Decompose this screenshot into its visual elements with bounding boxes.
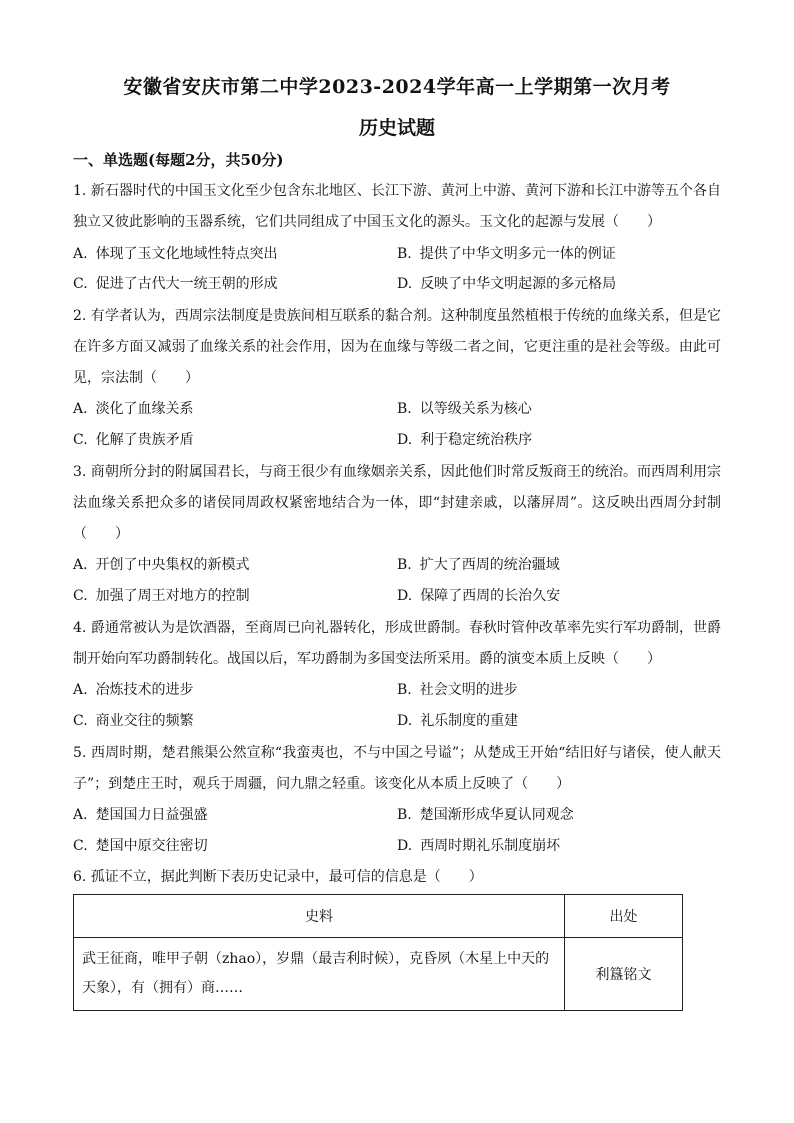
option-text: 礼乐制度的重建	[420, 713, 519, 729]
question-4-option-c[interactable]	[73, 711, 194, 731]
option-text: 社会文明的进步	[419, 682, 518, 698]
option-text: 西周时期礼乐制度崩坏	[420, 838, 561, 854]
question-4-option-a[interactable]	[73, 680, 194, 700]
table-cell-origin: 利簋铭文	[565, 938, 683, 1011]
option-letter: A.	[73, 807, 88, 823]
option-text: 利于稳定统治秩序	[420, 432, 533, 448]
option-text: 提供了中华文明多元一体的例证	[419, 246, 616, 262]
option-letter: D.	[397, 838, 413, 854]
option-text: 楚国国力日益强盛	[95, 807, 208, 823]
option-letter: D.	[397, 432, 413, 448]
option-letter: C.	[73, 432, 88, 448]
option-text: 扩大了西周的统治疆域	[419, 557, 560, 573]
option-letter: B.	[397, 807, 412, 823]
question-1-option-c[interactable]	[73, 274, 278, 294]
option-letter: C.	[73, 713, 88, 729]
question-3-text: 3. 商朝所分封的附属国君长，与商王很少有血缘姻亲关系，因此他们时常反叛商王的统治。而西周利用宗法血缘关系把众多的诸侯同周政权紧密地结合为一体，即“封建亲戚，以藩屏周”。这反映出西周分封制（ ）	[73, 464, 721, 542]
question-2-option-c[interactable]	[73, 430, 194, 450]
option-text: 冶炼技术的进步	[95, 682, 194, 698]
option-letter: C.	[73, 276, 88, 292]
question-2-option-d[interactable]	[397, 430, 532, 450]
option-letter: B.	[397, 682, 412, 698]
table-header-row	[74, 895, 683, 938]
option-text: 促进了古代大一统王朝的形成	[95, 276, 278, 292]
option-text: 反映了中华文明起源的多元格局	[420, 276, 617, 292]
question-1-option-d[interactable]	[397, 274, 616, 294]
option-text: 加强了周王对地方的控制	[95, 588, 250, 604]
question-5-option-b[interactable]	[397, 805, 574, 825]
question-3-option-c[interactable]	[73, 586, 250, 606]
question-4-option-b[interactable]	[397, 680, 518, 700]
option-letter: A.	[73, 682, 88, 698]
option-letter: B.	[397, 401, 412, 417]
question-5-option-a[interactable]	[73, 805, 208, 825]
option-text: 商业交往的频繁	[95, 713, 194, 729]
option-text: 淡化了血缘关系	[95, 401, 194, 417]
question-3-option-b[interactable]	[397, 555, 560, 575]
question-4-option-d[interactable]	[397, 711, 518, 731]
option-text: 楚国渐形成华夏认同观念	[419, 807, 574, 823]
table-header-origin: 出处	[565, 895, 683, 938]
option-letter: B.	[397, 246, 412, 262]
option-letter: D.	[397, 713, 413, 729]
option-text: 以等级关系为核心	[419, 401, 532, 417]
section-heading: 一、单选题(每题2分，共50分)	[73, 151, 284, 169]
question-2-text: 2. 有学者认为，西周宗法制度是贵族间相互联系的黏合剂。这种制度虽然植根于传统的血缘关系，但是它在许多方面又减弱了血缘关系的社会作用，因为在血缘与等级二者之间，它更注重的是社会等级。由此可见，宗法制（ ）	[73, 308, 721, 386]
exam-title: 安徽省安庆市第二中学2023-2024学年高一上学期第一次月考	[123, 76, 671, 98]
question-1-option-b[interactable]	[397, 244, 616, 264]
table-header-source: 史料	[74, 895, 565, 938]
question-2-option-a[interactable]	[73, 399, 194, 419]
question-1-text: 1. 新石器时代的中国玉文化至少包含东北地区、长江下游、黄河上中游、黄河下游和长江中游等五个各自独立又彼此影响的玉器系统，它们共同组成了中国玉文化的源头。玉文化的起源与发展（ ）	[73, 183, 721, 230]
table-row	[74, 938, 683, 1011]
question-3-option-d[interactable]	[397, 586, 560, 606]
question-5-option-d[interactable]	[397, 836, 560, 856]
option-text: 体现了玉文化地域性特点突出	[95, 246, 278, 262]
question-5-option-c[interactable]	[73, 836, 208, 856]
option-text: 化解了贵族矛盾	[95, 432, 194, 448]
exam-subject: 历史试题	[358, 117, 435, 139]
source-table	[73, 894, 683, 1011]
question-3-option-a[interactable]	[73, 555, 250, 575]
option-letter: D.	[397, 276, 413, 292]
question-4-text: 4. 爵通常被认为是饮酒器，至商周已向礼器转化，形成世爵制。春秋时管仲改革率先实行军功爵制，世爵制开始向军功爵制转化。战国以后，军功爵制为多国变法所采用。爵的演变本质上反映（ ）	[73, 620, 721, 667]
option-text: 开创了中央集权的新模式	[95, 557, 250, 573]
question-6-text: 6. 孤证不立，据此判断下表历史记录中，最可信的信息是（ ）	[73, 869, 483, 885]
option-letter: C.	[73, 588, 88, 604]
question-1-option-a[interactable]	[73, 244, 278, 264]
option-letter: C.	[73, 838, 88, 854]
table-cell-source: 武王征商，唯甲子朝（zhao），岁鼎（最吉利时候），克昏夙（木星上中天的天象），有（拥有）商……	[74, 938, 565, 1011]
option-text: 楚国中原交往密切	[95, 838, 208, 854]
option-letter: A.	[73, 557, 88, 573]
option-letter: A.	[73, 246, 88, 262]
option-letter: B.	[397, 557, 412, 573]
question-2-option-b[interactable]	[397, 399, 532, 419]
option-letter: D.	[397, 588, 413, 604]
option-text: 保障了西周的长治久安	[420, 588, 561, 604]
option-letter: A.	[73, 401, 88, 417]
question-5-text: 5. 西周时期，楚君熊渠公然宣称“我蛮夷也，不与中国之号谥”；从楚成王开始“结旧好与诸侯，使人献天子”；到楚庄王时，观兵于周疆，问九鼎之轻重。该变化从本质上反映了（ ）	[73, 745, 721, 792]
